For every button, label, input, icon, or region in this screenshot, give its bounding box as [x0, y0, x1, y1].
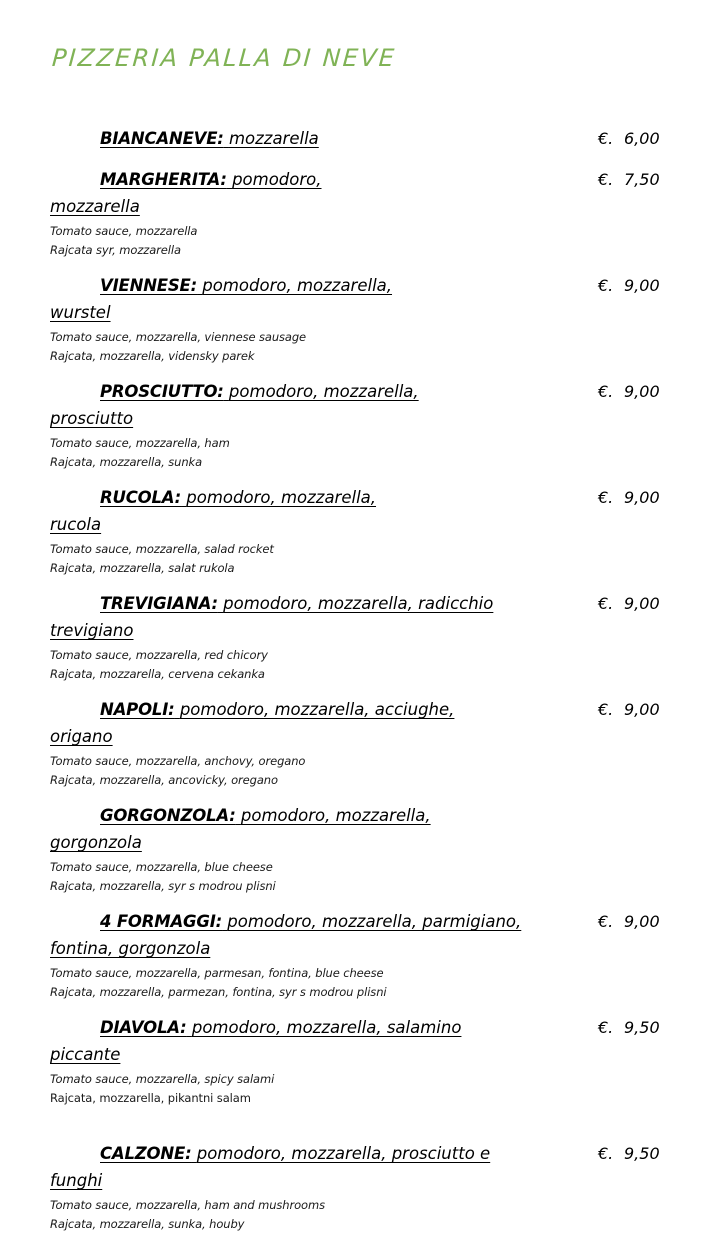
menu-item-description-cz: Rajcata, mozzarella, cervena cekanka — [50, 666, 265, 681]
menu-item-heading-underlined — [50, 276, 392, 322]
menu-item-price — [598, 273, 718, 299]
menu-item-price — [598, 1015, 718, 1041]
menu-item-heading — [50, 1015, 574, 1069]
price-amount: 9,00 — [624, 912, 660, 931]
menu-item — [0, 697, 724, 789]
menu-item-heading-underlined — [50, 488, 376, 534]
menu-item-description-cz: Rajcata, mozzarella, sunka, houby — [50, 1216, 245, 1231]
menu-item-description-cz: Rajcata, mozzarella, pikantni salam — [50, 1090, 251, 1105]
menu-item-descriptions — [0, 328, 724, 365]
menu-item-ingredients: pomodoro, mozzarella, rucola — [50, 488, 377, 534]
price-amount: 9,50 — [624, 1018, 660, 1037]
menu-item-heading-row — [0, 1015, 724, 1069]
menu-item-name: NAPOLI: — [100, 700, 175, 719]
menu-item-ingredients: pomodoro, mozzarella, gorgonzola — [50, 806, 431, 852]
menu-item-name: CALZONE: — [100, 1144, 192, 1163]
menu-item-heading — [50, 697, 574, 751]
menu-item — [0, 1141, 724, 1233]
menu-item-heading — [50, 485, 574, 539]
menu-item-price — [598, 909, 718, 935]
menu-item-heading — [50, 591, 574, 645]
menu-item-name: DIAVOLA: — [100, 1018, 187, 1037]
menu-item-ingredients: pomodoro, mozzarella, radicchio trevigiano — [50, 594, 494, 640]
menu-item-ingredients: pomodoro, mozzarella — [50, 170, 322, 216]
menu-item-descriptions — [0, 540, 724, 577]
menu-item-list — [0, 126, 724, 1247]
price-currency-symbol: €. — [598, 700, 614, 719]
menu-item-heading-underlined — [50, 700, 454, 746]
menu-item-heading — [50, 1141, 574, 1195]
menu-item-heading — [50, 126, 574, 153]
menu-item-ingredients: pomodoro, mozzarella, prosciutto e funghi — [50, 1144, 491, 1190]
menu-item-description-en: Tomato sauce, mozzarella, ham and mushrooms — [50, 1198, 325, 1212]
page-title: PIZZERIA PALLA DI NEVE — [51, 44, 398, 72]
menu-item-heading-row — [0, 803, 724, 857]
menu-item-heading-row — [0, 379, 724, 433]
menu-item-description-cz: Rajcata, mozzarella, salat rukola — [50, 560, 235, 575]
price-currency-symbol: €. — [598, 276, 614, 295]
menu-item-heading-underlined — [50, 806, 431, 852]
menu-item-heading-underlined — [50, 170, 322, 216]
menu-item — [0, 591, 724, 683]
menu-item-descriptions — [0, 646, 724, 683]
menu-item-heading-row — [0, 167, 724, 221]
menu-item-heading — [50, 379, 574, 433]
price-amount: 9,00 — [624, 276, 660, 295]
menu-item-description-cz: Rajcata, mozzarella, syr s modrou plisni — [50, 878, 276, 893]
menu-item-heading-row — [0, 909, 724, 963]
price-currency-symbol: €. — [598, 1018, 614, 1037]
menu-item-heading-row — [0, 697, 724, 751]
price-amount: 9,00 — [624, 594, 660, 613]
menu-item-price — [598, 167, 718, 193]
menu-item-name: GORGONZOLA: — [100, 806, 236, 825]
menu-item — [0, 126, 724, 153]
menu-item-heading-underlined — [50, 382, 419, 428]
menu-item — [0, 273, 724, 365]
menu-item-description-en: Tomato sauce, mozzarella — [50, 224, 198, 238]
price-currency-symbol: €. — [598, 129, 614, 148]
price-amount: 9,50 — [624, 1144, 660, 1163]
menu-item — [0, 803, 724, 895]
menu-item-heading-row — [0, 485, 724, 539]
menu-item-descriptions — [0, 222, 724, 259]
menu-item-heading-row — [0, 273, 724, 327]
menu-item-descriptions — [0, 858, 724, 895]
menu-item-description-en: Tomato sauce, mozzarella, salad rocket — [50, 542, 274, 556]
menu-item-name: TREVIGIANA: — [100, 594, 218, 613]
menu-item-description-cz: Rajcata, mozzarella, vidensky parek — [50, 348, 255, 363]
menu-item-heading — [50, 273, 574, 327]
menu-item-description-en: Tomato sauce, mozzarella, parmesan, fontina, blue cheese — [50, 966, 384, 980]
menu-item-name: PROSCIUTTO: — [100, 382, 224, 401]
price-currency-symbol: €. — [598, 594, 614, 613]
price-amount: 9,00 — [624, 382, 660, 401]
menu-item-description-en: Tomato sauce, mozzarella, ham — [50, 436, 230, 450]
menu-item-heading-underlined — [50, 1144, 490, 1190]
menu-item-heading — [50, 909, 574, 963]
price-currency-symbol: €. — [598, 1144, 614, 1163]
menu-item-price — [598, 591, 718, 617]
price-amount: 7,50 — [624, 170, 660, 189]
menu-item-ingredients: mozzarella — [228, 129, 319, 148]
menu-item-price — [598, 485, 718, 511]
menu-item-descriptions — [0, 752, 724, 789]
menu-item-name: MARGHERITA: — [100, 170, 227, 189]
menu-item-heading-row — [0, 1141, 724, 1195]
price-amount: 9,00 — [624, 488, 660, 507]
menu-item-name: 4 FORMAGGI: — [100, 912, 223, 931]
menu-item-description-en: Tomato sauce, mozzarella, spicy salami — [50, 1072, 275, 1086]
menu-item-name: RUCOLA: — [100, 488, 182, 507]
menu-item-name: BIANCANEVE: — [100, 129, 224, 148]
price-currency-symbol: €. — [598, 488, 614, 507]
menu-item-heading — [50, 167, 574, 221]
price-currency-symbol: €. — [598, 382, 614, 401]
price-amount: 6,00 — [624, 129, 660, 148]
price-currency-symbol: €. — [598, 170, 614, 189]
menu-item — [0, 167, 724, 259]
menu-item-description-en: Tomato sauce, mozzarella, anchovy, oregano — [50, 754, 306, 768]
menu-item-heading-underlined — [50, 1018, 461, 1064]
menu-item-ingredients: pomodoro, mozzarella, salamino piccante — [50, 1018, 462, 1064]
menu-item-description-cz: Rajcata syr, mozzarella — [50, 242, 181, 257]
price-amount: 9,00 — [624, 700, 660, 719]
menu-item-ingredients: pomodoro, mozzarella, prosciutto — [50, 382, 419, 428]
menu-item-heading — [50, 803, 574, 857]
menu-item-heading-underlined — [50, 594, 493, 640]
menu-item-description-cz: Rajcata, mozzarella, parmezan, fontina, syr s modrou plisni — [50, 984, 387, 999]
menu-item-price — [598, 126, 718, 152]
menu-item-price — [598, 697, 718, 723]
menu-item-description-cz: Rajcata, mozzarella, ancovicky, oregano — [50, 772, 278, 787]
menu-item-description-cz: Rajcata, mozzarella, sunka — [50, 454, 203, 469]
menu-item — [0, 379, 724, 471]
menu-item-description-en: Tomato sauce, mozzarella, red chicory — [50, 648, 268, 662]
menu-item-heading-underlined — [50, 912, 521, 958]
menu-item — [0, 485, 724, 577]
menu-item-heading-row — [0, 591, 724, 645]
menu-item-heading-row — [0, 126, 724, 153]
menu-item-price — [598, 379, 718, 405]
price-currency-symbol: €. — [598, 912, 614, 931]
menu-item-descriptions — [0, 1070, 724, 1107]
menu-item-ingredients: pomodoro, mozzarella, parmigiano, fontina, gorgonzola — [50, 912, 522, 958]
menu-item-price — [598, 1141, 718, 1167]
menu-item-heading-underlined — [100, 129, 319, 148]
menu-item-description-en: Tomato sauce, mozzarella, viennese sausage — [50, 330, 307, 344]
menu-item-name: VIENNESE: — [100, 276, 198, 295]
menu-item-descriptions — [0, 434, 724, 471]
menu-item-description-en: Tomato sauce, mozzarella, blue cheese — [50, 860, 273, 874]
menu-item — [0, 909, 724, 1001]
menu-item-descriptions — [0, 1196, 724, 1233]
menu-item-ingredients: pomodoro, mozzarella, acciughe, origano — [50, 700, 455, 746]
menu-item-ingredients: pomodoro, mozzarella, wurstel — [50, 276, 393, 322]
menu-item-descriptions — [0, 964, 724, 1001]
menu-item — [0, 1015, 724, 1107]
